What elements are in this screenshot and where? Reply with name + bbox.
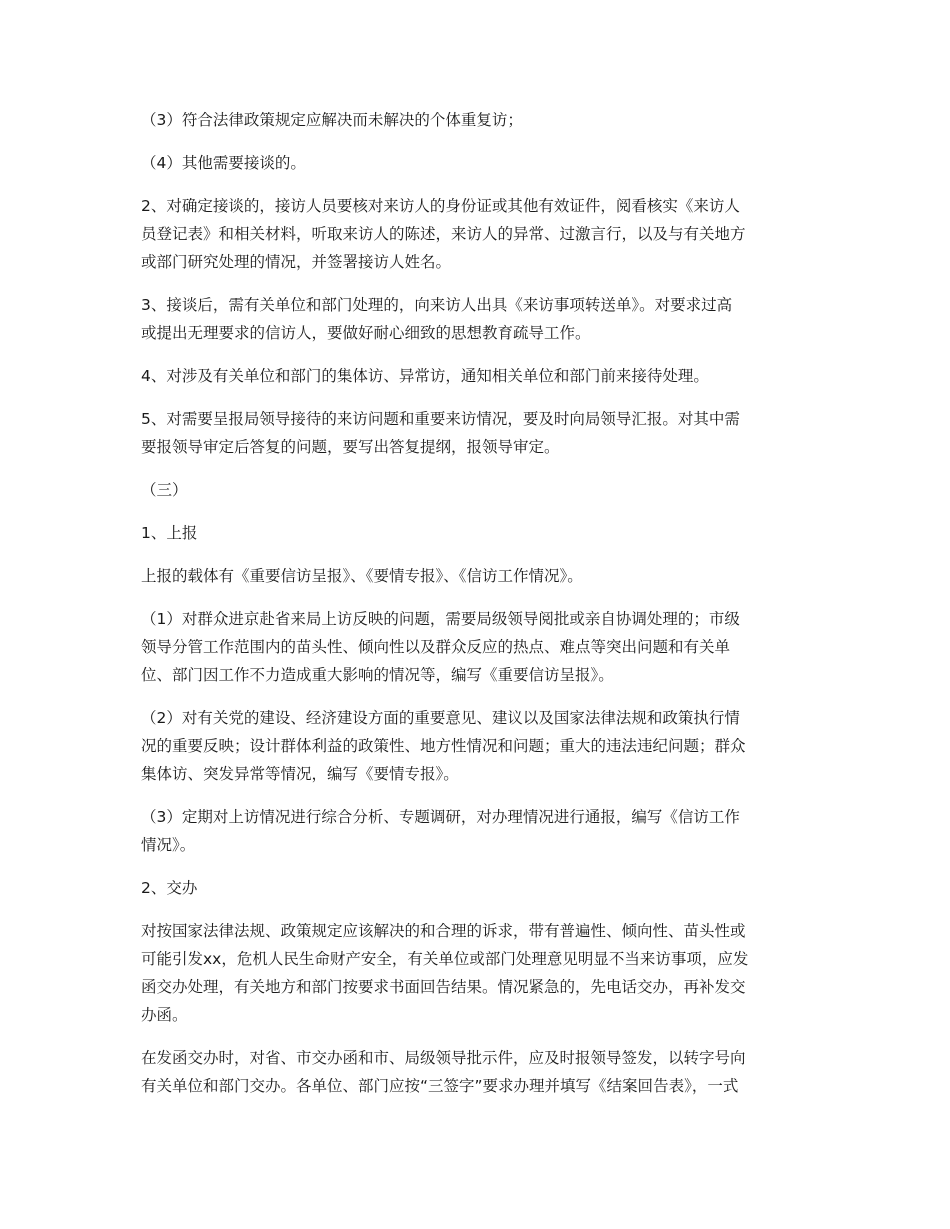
paragraph (141, 192, 811, 276)
text-line: 可能引发xx，危机人民生命财产安全，有关单位或部门处理意见明显不当来访事项，应发 (141, 950, 749, 968)
text-line: 员登记表》和相关材料，听取来访人的陈述，来访人的异常、过激言行，以及与有关地方 (141, 225, 746, 243)
paragraph (141, 1044, 811, 1100)
text-line: （1）对群众进京赴省来局上访反映的问题，需要局级领导阅批或亲自协调处理的；市级 (141, 610, 740, 628)
paragraph (141, 874, 811, 902)
paragraph (141, 476, 811, 504)
text-line: 上报的载体有《重要信访呈报》、《要情专报》、《信访工作情况》。 (141, 567, 583, 585)
paragraph (141, 106, 811, 134)
paragraph (141, 605, 811, 689)
text-line: （2）对有关党的建设、经济建设方面的重要意见、建议以及国家法律法规和政策执行情 (141, 709, 740, 727)
text-line: 况的重要反映；设计群体利益的政策性、地方性情况和问题；重大的违法违纪问题；群众 (141, 737, 746, 755)
paragraph (141, 917, 811, 1029)
text-line: 办函。 (141, 1006, 188, 1024)
document-body (141, 106, 811, 1115)
paragraph (141, 149, 811, 177)
text-line: 5、对需要呈报局领导接待的来访问题和重要来访情况，要及时向局领导汇报。对其中需 (141, 410, 740, 428)
text-line: 1、上报 (141, 524, 198, 542)
paragraph (141, 362, 811, 390)
text-line: 函交办处理，有关地方和部门按要求书面回告结果。情况紧急的，先电话交办，再补发交 (141, 978, 746, 996)
text-line: （三） (141, 481, 188, 499)
text-line: 位、部门因工作不力造成重大影响的情况等，编写《重要信访呈报》。 (141, 666, 614, 684)
paragraph (141, 704, 811, 788)
text-line: 3、接谈后，需有关单位和部门处理的，向来访人出具《来访事项转送单》。对要求过高 (141, 296, 733, 314)
text-line: 集体访、突发异常等情况，编写《要情专报》。 (141, 765, 459, 783)
text-line: 2、交办 (141, 879, 198, 897)
text-line: 或提出无理要求的信访人，要做好耐心细致的思想教育疏导工作。 (141, 324, 591, 342)
text-line: 要报领导审定后答复的问题，要写出答复提纲，报领导审定。 (141, 438, 560, 456)
text-line: 领导分管工作范围内的苗头性、倾向性以及群众反应的热点、难点等突出问题和有关单 (141, 638, 731, 656)
text-line: 4、对涉及有关单位和部门的集体访、异常访，通知相关单位和部门前来接待处理。 (141, 367, 709, 385)
paragraph (141, 519, 811, 547)
text-line: 对按国家法律法规、政策规定应该解决的和合理的诉求，带有普遍性、倾向性、苗头性或 (141, 922, 746, 940)
text-line: 2、对确定接谈的，接访人员要核对来访人的身份证或其他有效证件，阅看核实《来访人 (141, 197, 740, 215)
text-line: 有关单位和部门交办。各单位、部门应按“三签字”要求办理并填写《结案回告表》，一式 (141, 1077, 739, 1095)
text-line: （3）定期对上访情况进行综合分析、专题调研，对办理情况进行通报，编写《信访工作 (141, 808, 740, 826)
text-line: 情况》。 (141, 836, 196, 854)
text-line: 或部门研究处理的情况，并签署接访人姓名。 (141, 253, 452, 271)
paragraph (141, 562, 811, 590)
text-line: 在发函交办时，对省、市交办函和市、局级领导批示件，应及时报领导签发，以转字号向 (141, 1049, 746, 1067)
text-line: （3）符合法律政策规定应解决而未解决的个体重复访； (141, 111, 523, 129)
text-line: （4）其他需要接谈的。 (141, 154, 306, 172)
paragraph (141, 291, 811, 347)
paragraph (141, 803, 811, 859)
paragraph (141, 405, 811, 461)
